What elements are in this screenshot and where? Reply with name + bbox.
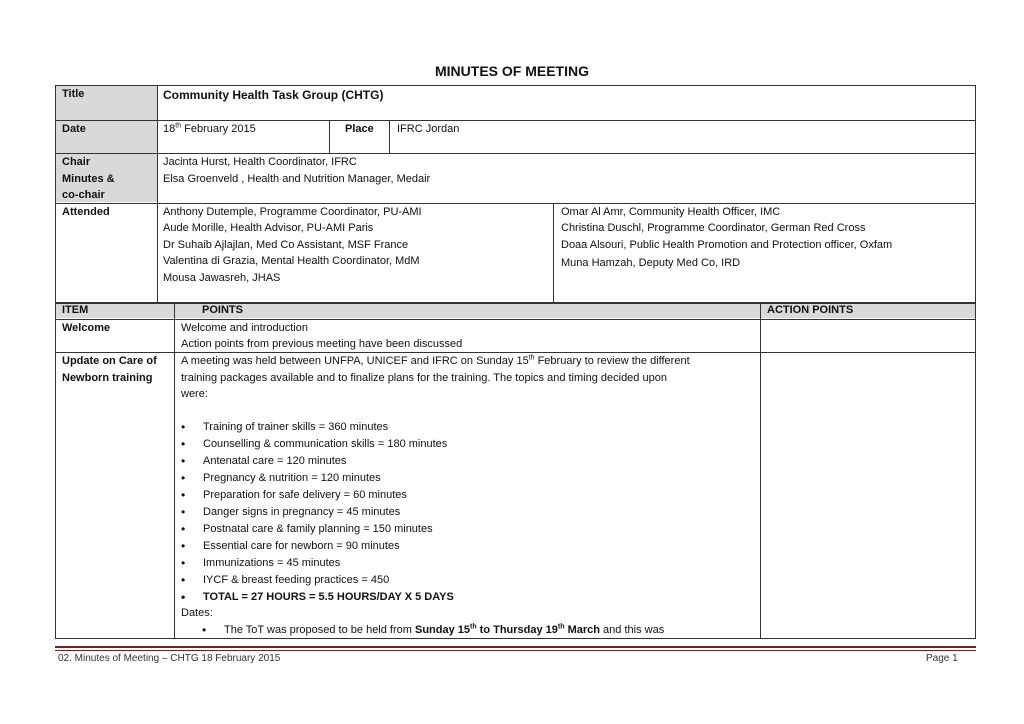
meeting-title: Community Health Task Group (CHTG) (163, 88, 384, 102)
attendee: Muna Hamzah, Deputy Med Co, IRD (561, 257, 741, 269)
list-item: • Training of trainer skills = 360 minutes (181, 419, 454, 436)
cochair-label: co-chair (62, 189, 105, 201)
attendee: Aude Morille, Health Advisor, PU-AMI Paris (163, 222, 374, 234)
date-label: Date (62, 123, 86, 135)
newborn-paragraph-line: training packages available and to finalize plans for the training. The topics and timing decided upon (181, 372, 667, 384)
attendee: Valentina di Grazia, Mental Health Coordinator, MdM (163, 255, 420, 267)
welcome-point: Action points from previous meeting have been discussed (181, 338, 463, 350)
title-label: Title (62, 88, 85, 100)
list-item: • Danger signs in pregnancy = 45 minutes (181, 504, 454, 521)
attendee: Mousa Jawasreh, JHAS (163, 272, 281, 284)
attendee: Christina Duschl, Programme Coordinator, German Red Cross (561, 222, 866, 234)
chair-label: Chair (62, 156, 91, 168)
list-item-total: • TOTAL = 27 HOURS = 5.5 HOURS/DAY X 5 DAYS (181, 589, 454, 606)
newborn-paragraph-line: A meeting was held between UNFPA, UNICEF and IFRC on Sunday 15th February to review the different (181, 354, 690, 367)
list-item: • The ToT was proposed to be held from Sunday 15th to Thursday 19th March and this was (202, 622, 664, 639)
meeting-date: 18th February 2015 (163, 122, 256, 135)
list-item: • IYCF & breast feeding practices = 450 (181, 572, 454, 589)
dates-list (202, 622, 664, 639)
dates-label: Dates: (181, 607, 213, 619)
list-item: • Counselling & communication skills = 180 minutes (181, 436, 454, 453)
minutes-value: Elsa Groenveld , Health and Nutrition Manager, Medair (163, 173, 431, 185)
attendee: Dr Suhaib Ajlajlan, Med Co Assistant, MSF France (163, 239, 409, 251)
header-points: POINTS (202, 304, 243, 316)
item-welcome: Welcome (62, 322, 111, 334)
newborn-paragraph-line: were: (181, 388, 208, 400)
header-action-points: ACTION POINTS (767, 304, 854, 316)
footer-document-name: 02. Minutes of Meeting – CHTG 18 February 2015 (58, 653, 281, 664)
attendee: Doaa Alsouri, Public Health Promotion and Protection officer, Oxfam (561, 239, 893, 251)
minutes-label: Minutes & (62, 173, 115, 185)
document-title: MINUTES OF MEETING (435, 63, 589, 79)
list-item: • Antenatal care = 120 minutes (181, 453, 454, 470)
attended-label: Attended (62, 206, 110, 218)
meeting-place: IFRC Jordan (397, 123, 460, 135)
list-item: • Immunizations = 45 minutes (181, 555, 454, 572)
footer-rule (55, 646, 976, 648)
welcome-point: Welcome and introduction (181, 322, 308, 334)
footer-rule-thin (55, 650, 976, 651)
header-item: ITEM (62, 304, 89, 316)
list-item: • Postnatal care & family planning = 150 minutes (181, 521, 454, 538)
attendee: Omar Al Amr, Community Health Officer, IMC (561, 206, 781, 218)
chair-value: Jacinta Hurst, Health Coordinator, IFRC (163, 156, 357, 168)
attendee: Anthony Dutemple, Programme Coordinator, PU-AMI (163, 206, 422, 218)
place-label: Place (345, 123, 374, 135)
list-item: • Pregnancy & nutrition = 120 minutes (181, 470, 454, 487)
footer-page-number: Page 1 (926, 653, 958, 664)
item-newborn-training-2: Newborn training (62, 372, 153, 384)
topic-list (181, 419, 454, 606)
list-item: • Preparation for safe delivery = 60 minutes (181, 487, 454, 504)
list-item: • Essential care for newborn = 90 minutes (181, 538, 454, 555)
item-newborn-training: Update on Care of (62, 355, 157, 367)
